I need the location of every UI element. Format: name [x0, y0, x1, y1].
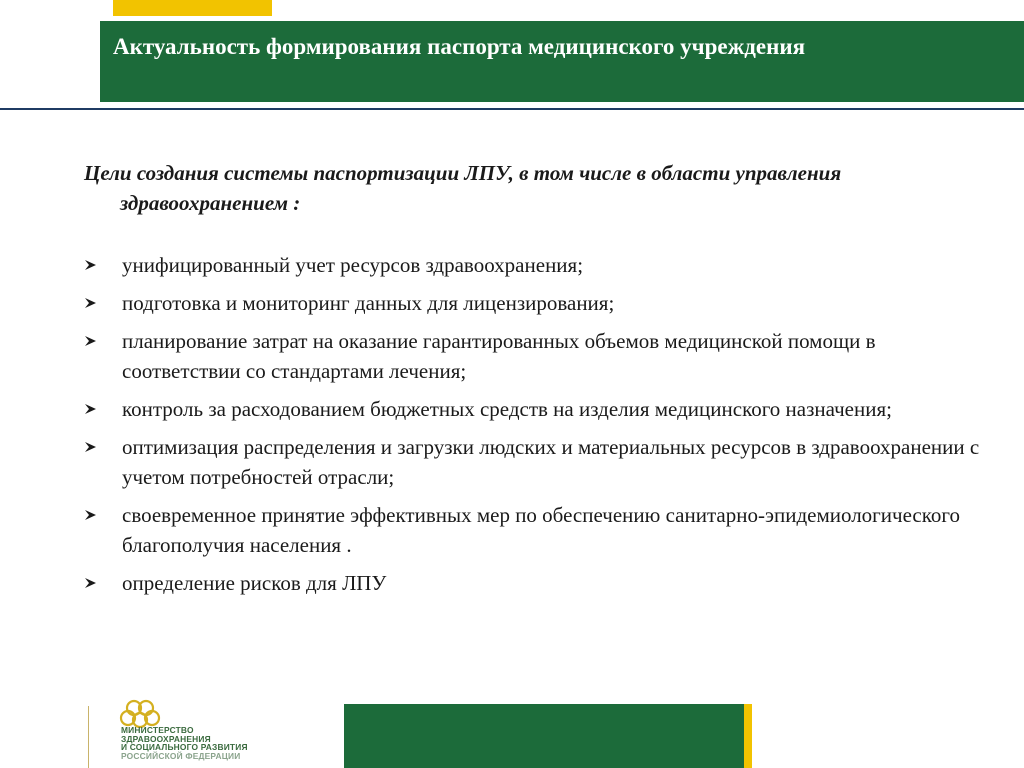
logo-line: МИНИСТЕРСТВО — [121, 725, 194, 735]
ministry-logo-text — [121, 726, 248, 760]
list-item — [84, 326, 984, 386]
list-item — [84, 500, 984, 560]
list-item — [84, 432, 984, 492]
list-item — [84, 288, 984, 318]
footer-green-block — [344, 704, 744, 768]
arrow-checkmark-icon — [84, 440, 98, 454]
slide-body — [84, 158, 984, 606]
arrow-checkmark-icon — [84, 576, 98, 590]
logo-line: И СОЦИАЛЬНОГО РАЗВИТИЯ — [121, 742, 248, 753]
arrow-checkmark-icon — [84, 508, 98, 522]
list-item-text: оптимизация распределения и загрузки людских и материальных ресурсов в здравоохранении с учетом потребностей отрасли; — [122, 435, 980, 489]
title-banner — [100, 21, 1024, 102]
footer-yellow-stripe — [744, 704, 752, 768]
slide-title: Актуальность формирования паспорта медицинского учреждения — [113, 34, 806, 59]
goals-list — [84, 250, 984, 598]
list-item — [84, 568, 984, 598]
list-item-text: подготовка и мониторинг данных для лицензирования; — [122, 291, 615, 315]
footer-divider — [88, 706, 89, 768]
header-accent-tab — [113, 0, 272, 16]
intro-heading: Цели создания системы паспортизации ЛПУ, в том числе в области управления здравоохранением : — [84, 161, 842, 215]
arrow-checkmark-icon — [84, 334, 98, 348]
list-item-text: определение рисков для ЛПУ — [122, 571, 387, 595]
list-item-text: планирование затрат на оказание гарантированных объемов медицинской помощи в соответствии со стандартами лечения; — [122, 329, 876, 383]
header-divider — [0, 108, 1024, 110]
list-item-text: своевременное принятие эффективных мер по обеспечению санитарно-эпидемиологического благополучия населения . — [122, 503, 960, 557]
list-item — [84, 394, 984, 424]
logo-line: ЗДРАВООХРАНЕНИЯ — [121, 733, 211, 744]
arrow-checkmark-icon — [84, 296, 98, 310]
logo-line: РОССИЙСКОЙ ФЕДЕРАЦИИ — [121, 750, 241, 761]
list-item-text: контроль за расходованием бюджетных средств на изделия медицинского назначения; — [122, 397, 892, 421]
list-item — [84, 250, 984, 280]
arrow-checkmark-icon — [84, 258, 98, 272]
arrow-checkmark-icon — [84, 402, 98, 416]
list-item-text: унифицированный учет ресурсов здравоохранения; — [122, 253, 584, 277]
